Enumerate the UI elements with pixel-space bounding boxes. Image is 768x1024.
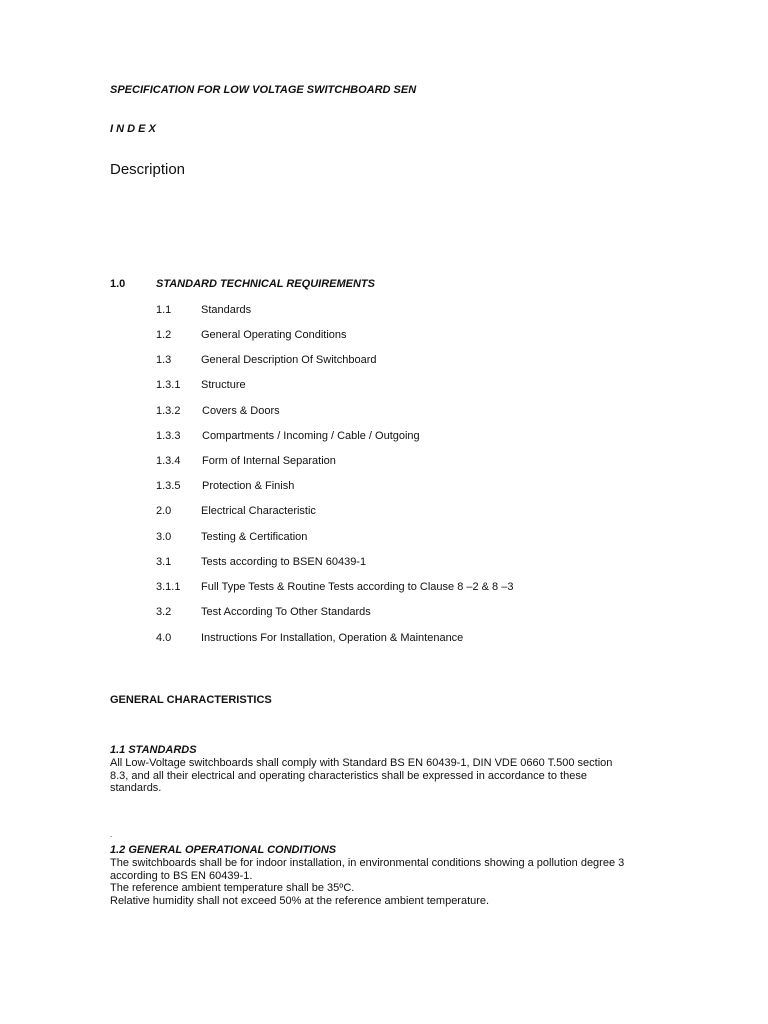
toc-main-label: STANDARD TECHNICAL REQUIREMENTS xyxy=(156,278,375,290)
toc-item-label: Instructions For Installation, Operation & Maintenance xyxy=(201,632,464,644)
toc-item-label: Standards xyxy=(201,304,252,316)
toc-item-number: 1.1 xyxy=(156,304,172,316)
toc-item-label: Test According To Other Standards xyxy=(201,606,371,618)
toc-item-number: 2.0 xyxy=(156,505,172,517)
toc-item-number: 1.2 xyxy=(156,329,172,341)
description-heading: Description xyxy=(110,161,186,178)
toc-item-label: Compartments / Incoming / Cable / Outgoing xyxy=(202,430,420,442)
standards-paragraph xyxy=(110,757,670,795)
toc-item-number: 1.3.4 xyxy=(156,455,181,467)
toc-item-label: Structure xyxy=(201,379,246,391)
stray-mark: . xyxy=(110,830,113,839)
toc-item-label: Electrical Characteristic xyxy=(201,505,316,517)
toc-item-label: General Description Of Switchboard xyxy=(201,354,377,366)
toc-item-number: 1.3.2 xyxy=(156,405,181,417)
standards-heading: 1.1 STANDARDS xyxy=(110,744,197,756)
toc-item-number: 1.3 xyxy=(156,354,172,366)
document-title: SPECIFICATION FOR LOW VOLTAGE SWITCHBOARD SEN xyxy=(110,84,417,96)
toc-item-number: 1.3.5 xyxy=(156,480,181,492)
paragraph-line: standards. xyxy=(110,782,162,794)
toc-item-number: 3.0 xyxy=(156,531,172,543)
paragraph-line: The switchboards shall be for indoor installation, in environmental conditions showing a pollution degree 3 xyxy=(110,857,625,869)
toc-item-label: Covers & Doors xyxy=(202,405,280,417)
toc-item-label: Form of Internal Separation xyxy=(202,455,336,467)
toc-item-label: Testing & Certification xyxy=(201,531,308,543)
paragraph-line: Relative humidity shall not exceed 50% at the reference ambient temperature. xyxy=(110,894,490,907)
index-heading: I N D E X xyxy=(110,123,156,135)
toc-item-number: 1.3.3 xyxy=(156,430,181,442)
toc-item-label: Tests according to BSEN 60439-1 xyxy=(201,556,367,568)
toc-main-number: 1.0 xyxy=(110,278,126,290)
toc-item-number: 3.2 xyxy=(156,606,172,618)
toc-item-label: Protection & Finish xyxy=(202,480,295,492)
paragraph-line: The reference ambient temperature shall be 35ºC. xyxy=(110,882,355,894)
toc-item-number: 3.1 xyxy=(156,556,172,568)
toc-item-label: Full Type Tests & Routine Tests according to Clause 8 –2 & 8 –3 xyxy=(201,581,514,593)
toc-item-label: General Operating Conditions xyxy=(201,329,347,341)
paragraph-line: according to BS EN 60439-1. xyxy=(110,869,253,882)
toc-item-number: 4.0 xyxy=(156,632,172,644)
paragraph-line: 8.3, and all their electrical and operating characteristics shall be expressed in accordance to these xyxy=(110,769,587,782)
toc-item-number: 3.1.1 xyxy=(156,581,181,593)
operational-conditions-paragraph xyxy=(110,857,670,907)
paragraph-line: All Low-Voltage switchboards shall comply with Standard BS EN 60439-1, DIN VDE 0660 T.500 section xyxy=(110,757,613,769)
operational-conditions-heading: 1.2 GENERAL OPERATIONAL CONDITIONS xyxy=(110,844,337,856)
general-characteristics-heading: GENERAL CHARACTERISTICS xyxy=(110,694,272,706)
toc-item-number: 1.3.1 xyxy=(156,379,181,391)
